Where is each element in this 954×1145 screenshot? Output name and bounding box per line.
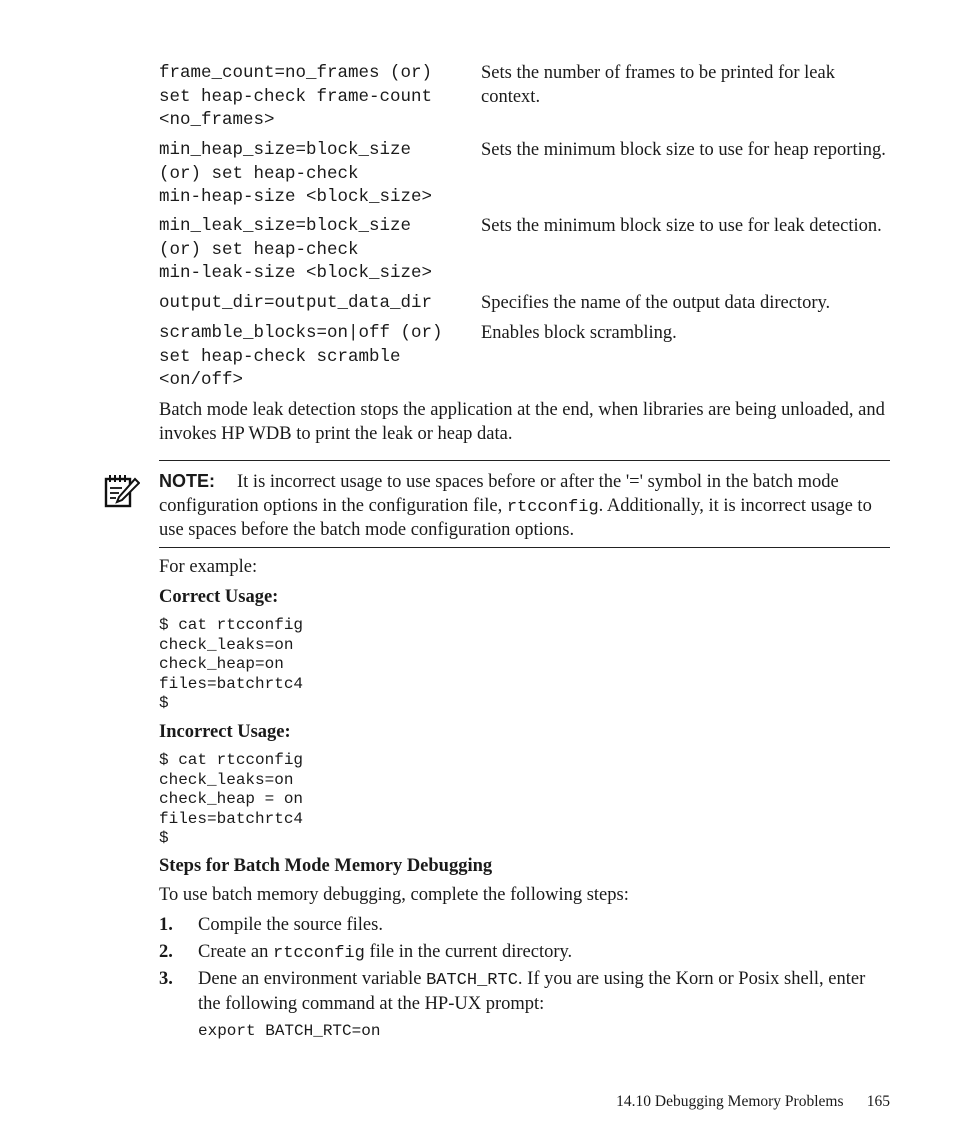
note-pencil-icon	[104, 473, 140, 509]
option-description: Sets the minimum block size to use for leak detection.	[481, 216, 882, 236]
step-text	[198, 914, 888, 938]
option-code: output_dir=output_data_dir	[159, 293, 433, 313]
correct-usage-code: $ cat rtcconfig check_leaks=on check_heap=on files=batchrtc4 $	[159, 616, 304, 712]
step-text-part: . If you are using the Korn or Posix shell, enter the following command at the HP-UX prompt:	[198, 969, 866, 1014]
step-text-part: file in the current directory.	[364, 942, 573, 962]
note-bottom-rule	[159, 547, 890, 548]
option-description: Specifies the name of the output data directory.	[481, 293, 831, 313]
step-text	[198, 941, 888, 966]
export-command-code: export BATCH_RTC=on	[198, 1022, 381, 1040]
note-code: rtcconfig	[506, 497, 599, 517]
option-description: Enables block scrambling.	[481, 323, 677, 343]
page-number: 165	[866, 1093, 890, 1110]
step-text-part: Dene an environment variable	[198, 969, 427, 989]
step-number: 2.	[159, 942, 173, 962]
note-text-before: It is incorrect usage to use spaces before or after the '=' symbol in the batch mode configuration options in the configuration file,	[159, 472, 839, 516]
note-text-after: . Additionally, it is incorrect usage to use spaces before the batch mode configuration options.	[159, 495, 872, 540]
correct-usage-heading: Correct Usage:	[159, 587, 279, 607]
incorrect-usage-heading: Incorrect Usage:	[159, 722, 291, 742]
option-description: Sets the minimum block size to use for heap reporting.	[481, 140, 886, 160]
page-footer	[616, 1093, 890, 1111]
note-text	[159, 470, 890, 543]
note-top-rule	[159, 460, 890, 461]
for-example-text: For example:	[159, 557, 258, 577]
steps-heading: Steps for Batch Mode Memory Debugging	[159, 856, 493, 876]
batch-mode-paragraph: Batch mode leak detection stops the application at the end, when libraries are being unloaded, and invokes HP WDB to print the leak or heap data.	[159, 400, 885, 444]
steps-intro: To use batch memory debugging, complete the following steps:	[159, 885, 629, 905]
step-text	[198, 968, 888, 1016]
step-code: BATCH_RTC	[426, 971, 518, 990]
step-number: 1.	[159, 915, 173, 935]
step-text-part: Create an	[198, 942, 273, 962]
step-text-part: Compile the source files.	[198, 915, 383, 935]
footer-section-title: 14.10 Debugging Memory Problems	[616, 1093, 844, 1110]
option-description: Sets the number of frames to be printed for leak context.	[481, 63, 835, 107]
option-code: frame_count=no_frames (or) set heap-check frame-count <no_frames>	[159, 63, 433, 130]
incorrect-usage-code: $ cat rtcconfig check_leaks=on check_heap = on files=batchrtc4 $	[159, 751, 304, 847]
option-code: min_leak_size=block_size (or) set heap-check min-leak-size <block_size>	[159, 216, 433, 283]
option-code: scramble_blocks=on|off (or) set heap-check scramble <on/off>	[159, 323, 443, 390]
step-number: 3.	[159, 969, 173, 989]
note-label: NOTE:	[159, 471, 215, 491]
option-code: min_heap_size=block_size (or) set heap-check min-heap-size <block_size>	[159, 140, 433, 207]
step-code: rtcconfig	[273, 944, 365, 963]
